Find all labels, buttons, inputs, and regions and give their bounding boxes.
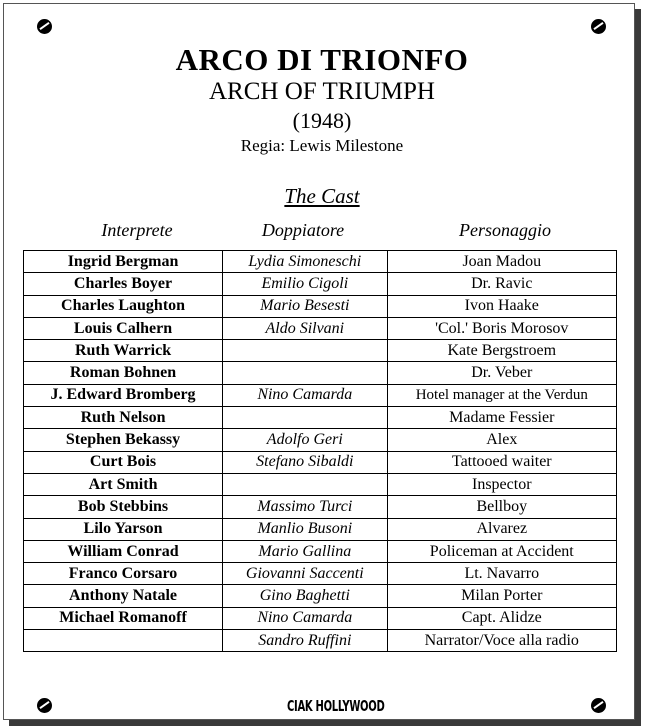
cast-heading: The Cast xyxy=(284,184,360,208)
dubber-cell: Mario Gallina xyxy=(223,540,387,562)
dubber-cell: Lydia Simoneschi xyxy=(223,251,387,273)
role-cell: Capt. Alidze xyxy=(387,607,616,629)
cast-table xyxy=(23,250,617,652)
table-row xyxy=(24,273,617,295)
director-credit: Regia: Lewis Milestone xyxy=(240,136,404,155)
dubber-cell: Emilio Cigoli xyxy=(223,273,387,295)
column-header-actor: Interprete xyxy=(101,220,173,240)
role-cell: Dr. Veber xyxy=(387,362,616,384)
role-cell: Lt. Navarro xyxy=(387,563,616,585)
dubber-cell: Gino Baghetti xyxy=(223,585,387,607)
role-cell: Kate Bergstroem xyxy=(387,340,616,362)
table-row xyxy=(24,496,617,518)
role-cell: Alvarez xyxy=(387,518,616,540)
actor-cell: Bob Stebbins xyxy=(24,496,223,518)
actor-cell: Ruth Nelson xyxy=(24,407,223,429)
actor-cell: Anthony Natale xyxy=(24,585,223,607)
role-cell: Ivon Haake xyxy=(387,295,616,317)
dubber-cell xyxy=(223,473,387,495)
table-row xyxy=(24,518,617,540)
dubber-cell: Nino Camarda xyxy=(223,384,387,406)
table-row xyxy=(24,473,617,495)
actor-cell: J. Edward Bromberg xyxy=(24,384,223,406)
dubber-cell: Massimo Turci xyxy=(223,496,387,518)
actor-cell: William Conrad xyxy=(24,540,223,562)
role-cell: Madame Fessier xyxy=(387,407,616,429)
column-header-dubber: Doppiatore xyxy=(261,220,345,240)
role-cell: Milan Porter xyxy=(387,585,616,607)
column-header-role: Personaggio xyxy=(459,220,551,240)
dubber-cell: Sandro Ruffini xyxy=(223,630,387,652)
table-row xyxy=(24,407,617,429)
table-row xyxy=(24,429,617,451)
dubber-cell: Stefano Sibaldi xyxy=(223,451,387,473)
dubber-cell: Aldo Silvani xyxy=(223,317,387,339)
screw-icon xyxy=(591,698,606,713)
table-row xyxy=(24,384,617,406)
dubber-cell: Adolfo Geri xyxy=(223,429,387,451)
screw-icon xyxy=(37,19,52,34)
role-cell: Policeman at Accident xyxy=(387,540,616,562)
role-cell: Narrator/Voce alla radio xyxy=(387,630,616,652)
role-cell: Alex xyxy=(387,429,616,451)
actor-cell: Lilo Yarson xyxy=(24,518,223,540)
dubber-cell: Mario Besesti xyxy=(223,295,387,317)
dubber-cell: Manlio Busoni xyxy=(223,518,387,540)
actor-cell: Charles Boyer xyxy=(24,273,223,295)
actor-cell: Curt Bois xyxy=(24,451,223,473)
role-cell: Inspector xyxy=(387,473,616,495)
cast-plaque xyxy=(3,3,635,720)
role-cell: Hotel manager at the Verdun xyxy=(387,384,616,406)
actor-cell: Louis Calhern xyxy=(24,317,223,339)
actor-cell: Ingrid Bergman xyxy=(24,251,223,273)
actor-cell: Art Smith xyxy=(24,473,223,495)
dubber-cell xyxy=(223,407,387,429)
table-row xyxy=(24,340,617,362)
ciak-hollywood-logo: CIAK HOLLYWOOD xyxy=(287,699,385,716)
dubber-cell xyxy=(223,340,387,362)
screw-icon xyxy=(591,19,606,34)
page-title: ARCO DI TRIONFO xyxy=(175,42,469,77)
table-row xyxy=(24,630,617,652)
english-title: ARCH OF TRIUMPH xyxy=(209,78,435,105)
role-cell: 'Col.' Boris Morosov xyxy=(387,317,616,339)
role-cell: Joan Madou xyxy=(387,251,616,273)
role-cell: Bellboy xyxy=(387,496,616,518)
dubber-cell: Nino Camarda xyxy=(223,607,387,629)
actor-cell xyxy=(24,630,223,652)
role-cell: Dr. Ravic xyxy=(387,273,616,295)
actor-cell: Stephen Bekassy xyxy=(24,429,223,451)
table-row xyxy=(24,317,617,339)
table-row xyxy=(24,540,617,562)
actor-cell: Roman Bohnen xyxy=(24,362,223,384)
actor-cell: Franco Corsaro xyxy=(24,563,223,585)
table-row xyxy=(24,451,617,473)
table-row xyxy=(24,585,617,607)
screw-icon xyxy=(37,698,52,713)
table-row xyxy=(24,563,617,585)
dubber-cell: Giovanni Saccenti xyxy=(223,563,387,585)
role-cell: Tattooed waiter xyxy=(387,451,616,473)
table-row xyxy=(24,607,617,629)
table-row xyxy=(24,362,617,384)
table-row xyxy=(24,251,617,273)
release-year: (1948) xyxy=(292,108,352,133)
actor-cell: Ruth Warrick xyxy=(24,340,223,362)
actor-cell: Charles Laughton xyxy=(24,295,223,317)
actor-cell: Michael Romanoff xyxy=(24,607,223,629)
table-row xyxy=(24,295,617,317)
dubber-cell xyxy=(223,362,387,384)
